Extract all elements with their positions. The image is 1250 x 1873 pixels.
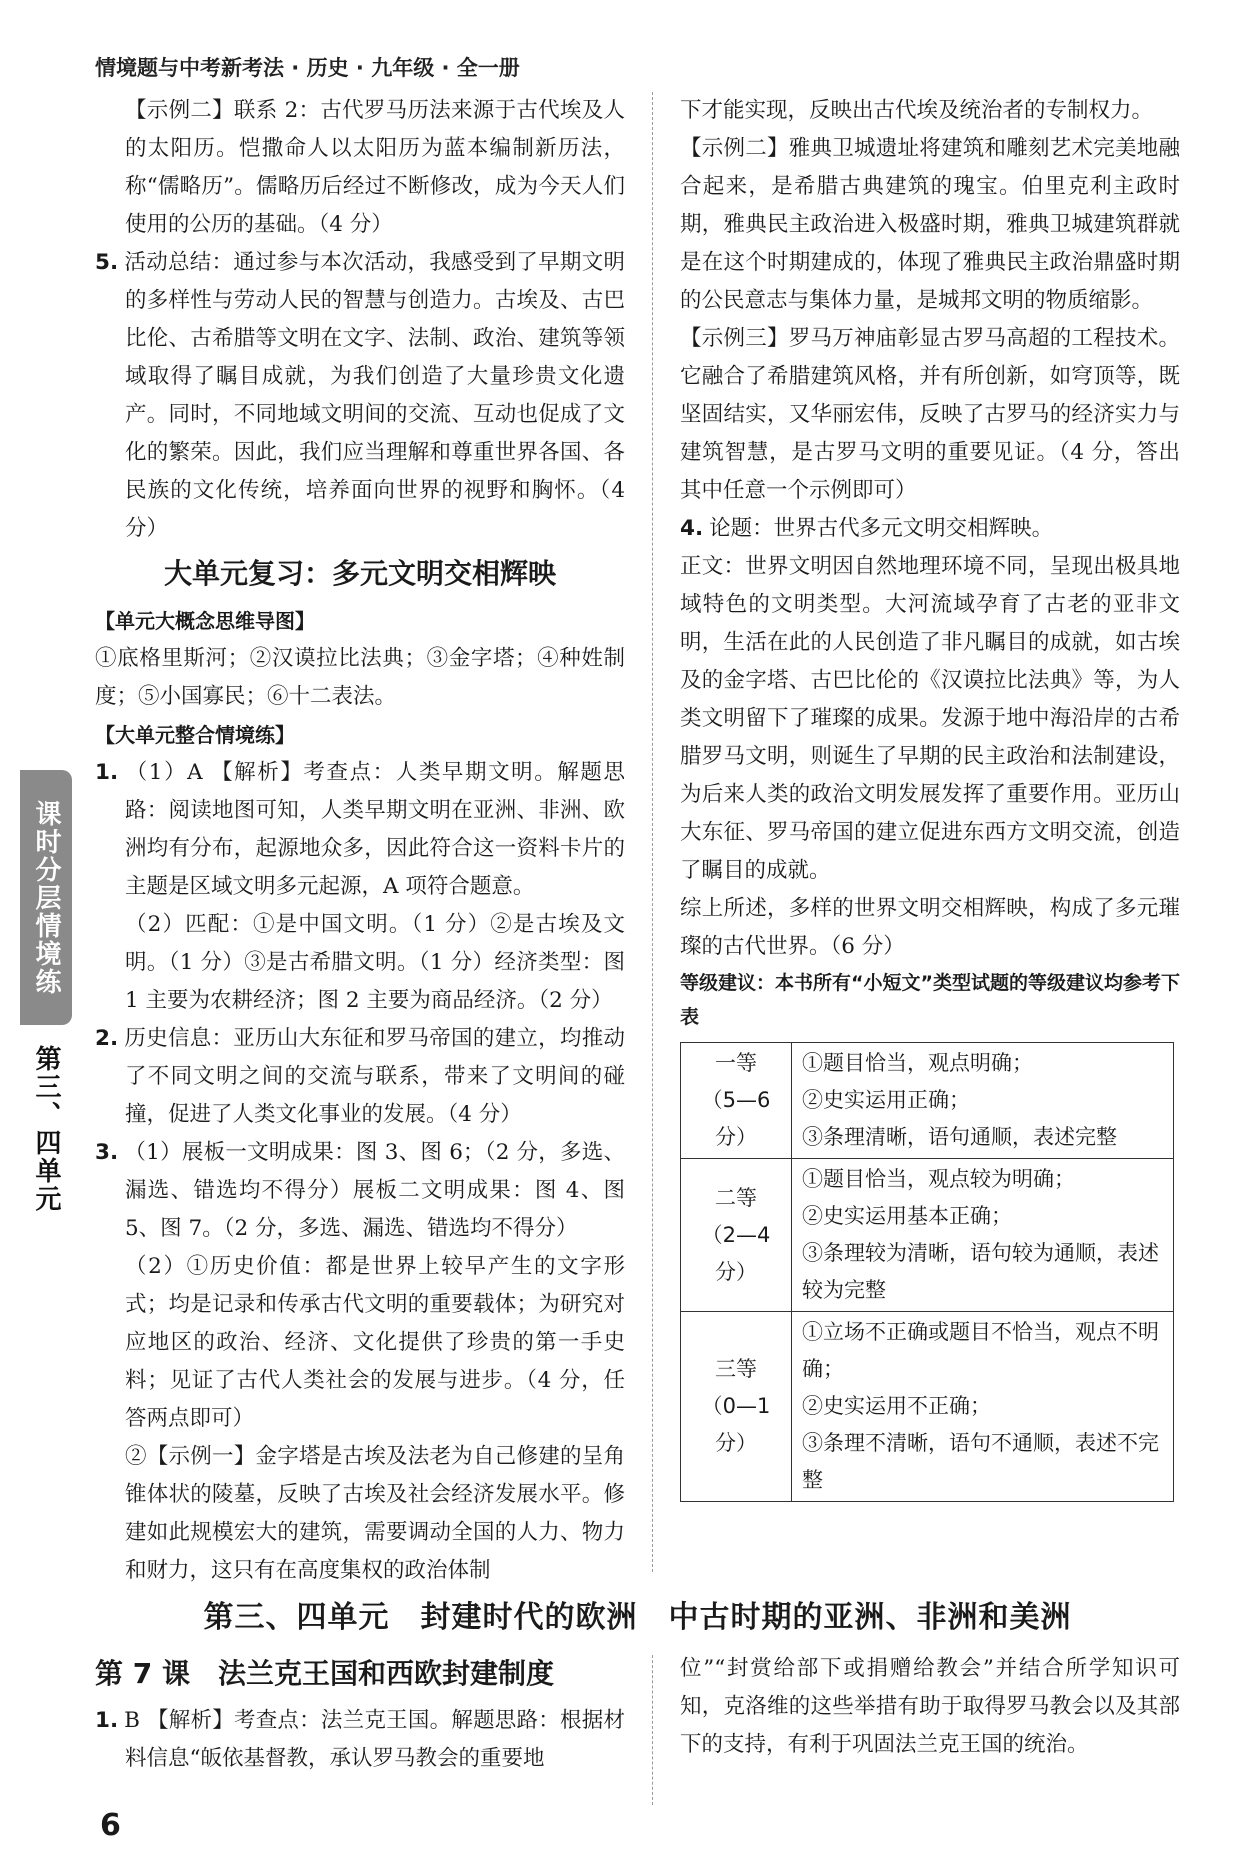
grade-level-cell (681, 1312, 792, 1502)
question-5 (95, 244, 625, 548)
practice-tag: 【大单元整合情境练】 (95, 723, 295, 747)
table-row (681, 1312, 1174, 1502)
question-4-conclusion: 综上所述，多样的世界文明交相辉映，构成了多元璀璨的古代世界。（6 分） (680, 896, 1180, 959)
lesson-left-column (95, 1650, 625, 1778)
side-unit-label: 第三、四单元 (31, 1045, 61, 1213)
question-3-part-2: （2）①历史价值：都是世界上较早产生的文字形式；均是记录和传承古代文明的重要载体；为研究对应地区的政治、经济、文化提供了珍贵的第一手史料；见证了古代人类社会的发展与进步。（4 分，任答两点即可） (125, 1254, 625, 1431)
criterion: ①立场不正确或题目不恰当，观点不明确； (802, 1320, 1159, 1381)
left-column (95, 92, 625, 1590)
question-2 (95, 1020, 625, 1134)
running-header: 情境题与中考新考法 · 历史 · 九年级 · 全一册 (95, 56, 520, 80)
mindmap-tag: 【单元大概念思维导图】 (95, 609, 315, 633)
grade-criteria-cell (792, 1043, 1174, 1159)
question-2-text: 历史信息：亚历山大东征和罗马帝国的建立，均推动了不同文明之间的交流与联系，带来了文明间的碰撞，促进了人类文化事业的发展。（4 分） (124, 1026, 625, 1127)
lesson-question-1 (95, 1702, 625, 1778)
question-3 (95, 1134, 625, 1248)
lesson-right-column (680, 1650, 1180, 1764)
question-5-text: 活动总结：通过参与本次活动，我感受到了早期文明的多样性与劳动人民的智慧与创造力。古埃及、古巴比伦、古希腊等文明在文字、法制、政治、建筑等领域取得了瞩目成就，为我们创造了大量珍贵文化遗产。同时，不同地域文明间的交流、互动也促成了文化的繁荣。因此，我们应当理解和尊重世界各国、各民族的文化传统，培养面向世界的视野和胸怀。（4 分） (124, 250, 625, 541)
page-number: 6 (100, 1808, 121, 1843)
question-3-part-3: ②【示例一】金字塔是古埃及法老为自己修建的呈角锥体状的陵墓，反映了古埃及社会经济发展水平。修建如此规模宏大的建筑，需要调动全国的人力、物力和财力，这只有在高度集权的政治体制 (125, 1444, 625, 1583)
criterion: ③条理清晰，语句通顺，表述完整 (802, 1125, 1117, 1149)
unit-title: 第三、四单元 封建时代的欧洲 中古时期的亚洲、非洲和美洲 (203, 1600, 1072, 1635)
question-number: 1. (95, 760, 119, 785)
question-4-body: 正文：世界文明因自然地理环境不同，呈现出极具地域特色的文明类型。大河流域孕育了古老的亚非文明，生活在此的人民创造了非凡瞩目的成就，如古埃及的金字塔、古巴比伦的《汉谟拉比法典》等，为人类文明留下了璀璨的成果。发源于地中海沿岸的古希腊罗马文明，则诞生了早期的民主政治和法制建设，为后来人类的政治文明发展发挥了重要作用。亚历山大东征、罗马帝国的建立促进东西方文明交流，创造了瞩目的成就。 (680, 554, 1180, 883)
column-divider (652, 92, 653, 1572)
column-divider (652, 1655, 653, 1805)
lesson-question-1-continued: 位”“封赏给部下或捐赠给教会”并结合所学知识可知，克洛维的这些举措有助于取得罗马教会以及其部下的支持，有利于巩固法兰克王国的统治。 (680, 1656, 1180, 1757)
question-4-topic: 论题：世界古代多元文明交相辉映。 (709, 516, 1054, 541)
criterion: ②史实运用基本正确； (802, 1204, 1012, 1228)
criterion: ①题目恰当，观点明确； (802, 1051, 1033, 1075)
grade-criteria-cell (792, 1312, 1174, 1502)
continued-text: 下才能实现，反映出古代埃及统治者的专制权力。 (680, 98, 1154, 123)
example-three-pantheon: 【示例三】罗马万神庙彰显古罗马高超的工程技术。它融合了希腊建筑风格，并有所创新，如穹顶等，既坚固结实，又华丽宏伟，反映了古罗马的经济实力与建筑智慧，是古罗马文明的重要见证。（4 分，答出其中任意一个示例即可） (680, 326, 1180, 503)
criterion: ③条理不清晰，语句不通顺，表述不完整 (802, 1431, 1159, 1492)
criterion: ③条理较为清晰，语句较为通顺，表述较为完整 (802, 1241, 1159, 1302)
example-two-paragraph: 【示例二】联系 2：古代罗马历法来源于古代埃及人的太阳历。恺撒命人以太阳历为蓝本编制新历法，称“儒略历”。儒略历后经过不断修改，成为今天人们使用的公历的基础。（4 分） (125, 98, 625, 237)
right-column (680, 92, 1180, 1502)
question-number: 2. (95, 1026, 119, 1051)
grade-range: （0—1 分） (701, 1394, 771, 1455)
grade-level: 二等 (715, 1185, 757, 1210)
grade-range: （5—6 分） (701, 1088, 771, 1149)
question-3-part-1: （1）展板一文明成果：图 3、图 6；（2 分，多选、漏选、错选均不得分）展板二文明成果：图 4、图 5、图 7。（2 分，多选、漏选、错选均不得分） (124, 1140, 625, 1241)
section-title: 大单元复习：多元文明交相辉映 (163, 557, 556, 590)
lesson-title: 第 7 课 法兰克王国和西欧封建制度 (95, 1657, 554, 1690)
grade-level-cell (681, 1043, 792, 1159)
question-1-part-2: （2）匹配：①是中国文明。（1 分）②是古埃及文明。（1 分）③是古希腊文明。（1 分）经济类型：图 1 主要为农耕经济；图 2 主要为商品经济。（2 分） (125, 912, 625, 1013)
question-number: 1. (95, 1708, 119, 1733)
table-row (681, 1043, 1174, 1159)
example-two-acropolis: 【示例二】雅典卫城遗址将建筑和雕刻艺术完美地融合起来，是希腊古典建筑的瑰宝。伯里克利主政时期，雅典民主政治进入极盛时期，雅典卫城建筑群就是在这个时期建成的，体现了雅典民主政治鼎盛时期的公民意志与集体力量，是城邦文明的物质缩影。 (680, 136, 1180, 313)
question-1 (95, 754, 625, 906)
mindmap-answers: ①底格里斯河；②汉谟拉比法典；③金字塔；④种姓制度；⑤小国寡民；⑥十二表法。 (95, 646, 625, 709)
lesson-question-1-text: B 【解析】考查点：法兰克王国。解题思路：根据材料信息“皈依基督教，承认罗马教会的重要地 (124, 1708, 625, 1771)
criterion: ②史实运用正确； (802, 1088, 970, 1112)
question-1-part-1: （1）A 【解析】考查点：人类早期文明。解题思路：阅读地图可知，人类早期文明在亚洲、非洲、欧洲均有分布，起源地众多，因此符合这一资料卡片的主题是区域文明多元起源，A 项符合题意。 (124, 760, 625, 899)
grade-level-cell (681, 1159, 792, 1312)
criterion: ②史实运用不正确； (802, 1394, 991, 1418)
grade-range: （2—4 分） (701, 1222, 771, 1284)
question-number: 4. (680, 516, 704, 541)
grade-level: 一等 (715, 1051, 757, 1075)
question-number: 5. (95, 250, 119, 275)
grade-criteria-cell (792, 1159, 1174, 1312)
side-tab: 课时分层情境练 (20, 770, 72, 1025)
grade-level: 三等 (715, 1357, 757, 1381)
grade-table (680, 1042, 1174, 1502)
table-row (681, 1159, 1174, 1312)
criterion: ①题目恰当，观点较为明确； (802, 1167, 1075, 1191)
question-4 (680, 510, 1180, 548)
grade-note: 等级建议：本书所有“小短文”类型试题的等级建议均参考下表 (680, 972, 1180, 1028)
question-number: 3. (95, 1140, 119, 1165)
